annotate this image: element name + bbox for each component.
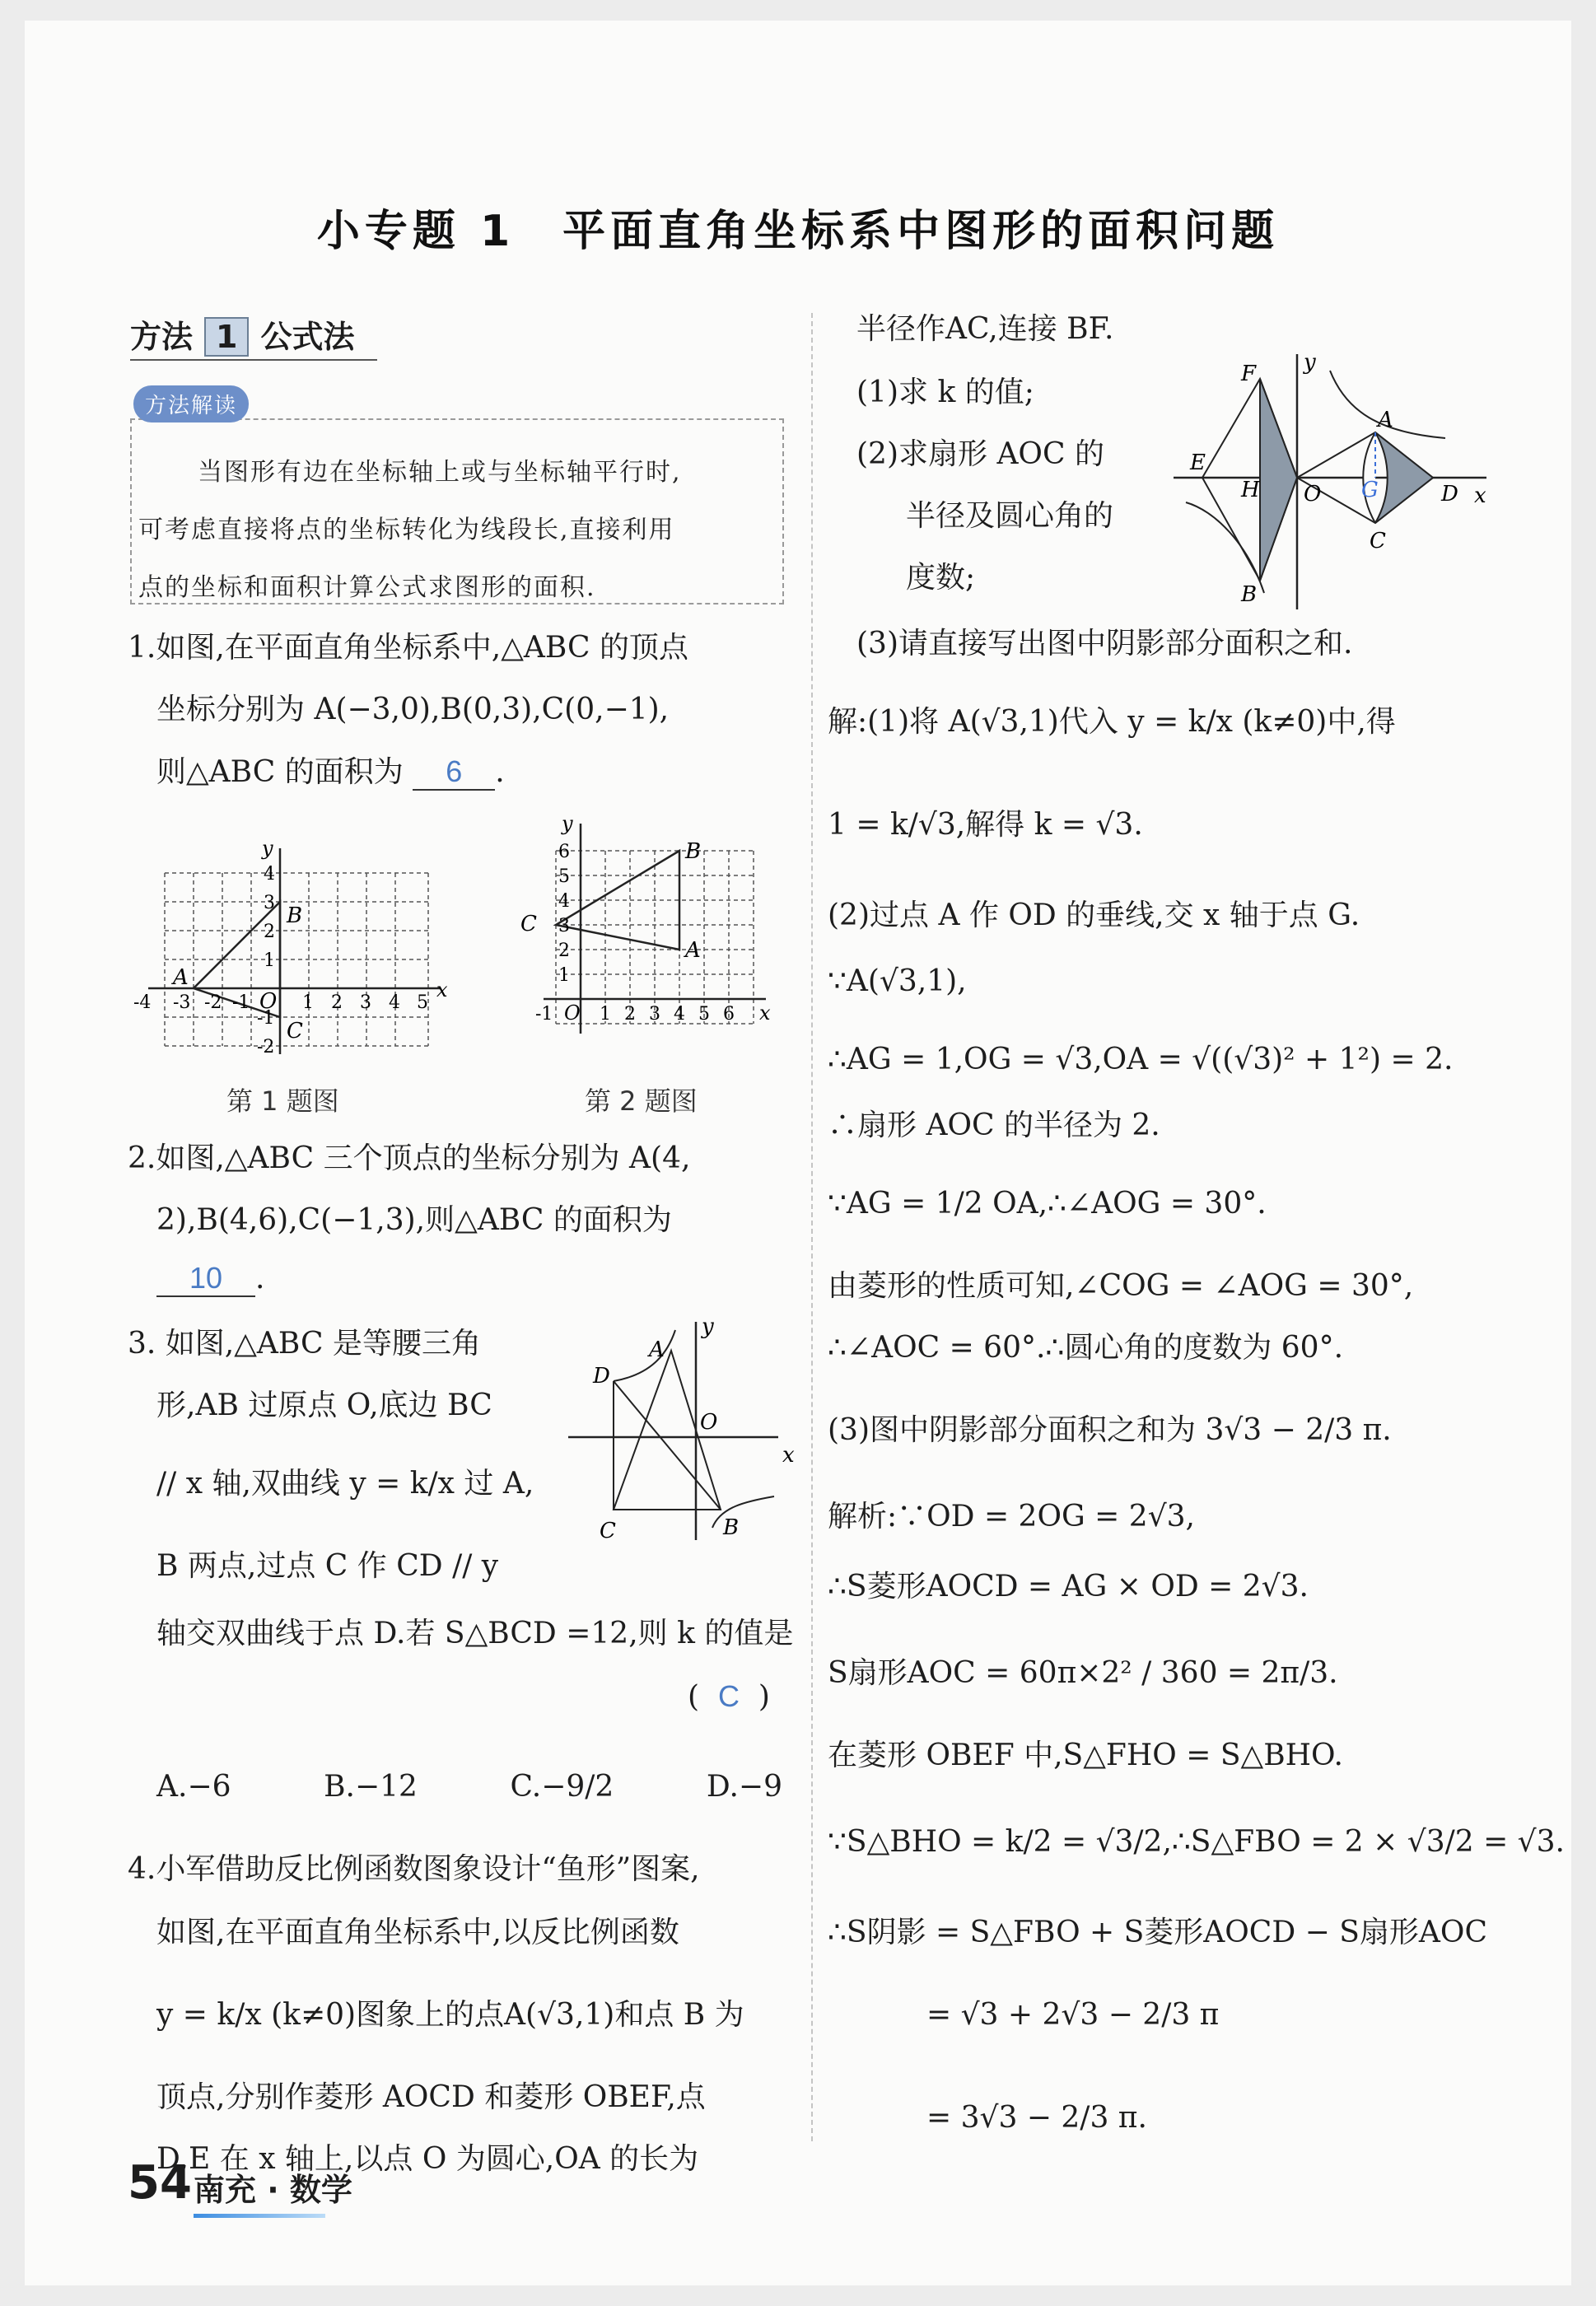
right-line-21: ∵S△BHO = k/2 = √3/2,∴S△FBO = 2 × √3/2 = √3. (828, 1825, 1565, 1859)
fig2-O-label: O (564, 1001, 581, 1025)
q4-line-5: D,E 在 x 轴上,以点 O 为圆心,OA 的长为 (156, 2142, 699, 2176)
fig3-hyperbola-lower (712, 1496, 774, 1528)
fig2-ytick: 1 (558, 965, 570, 986)
fig1-x-label: x (436, 978, 448, 1001)
q3-line-4: B 两点,过点 C 作 CD // y (156, 1549, 499, 1583)
footer-accent-bar (194, 2214, 325, 2218)
right-line-12: ∴扇形 AOC 的半径为 2. (828, 1109, 1160, 1142)
fig1-A-label: A (173, 965, 189, 990)
q2-answer: 10 (156, 1260, 255, 1297)
fig1-xtick: 1 (302, 992, 314, 1013)
fig1-C-label: C (287, 1019, 303, 1043)
q2-line-1: 2.如图,△ABC 三个顶点的坐标分别为 A(4, (128, 1141, 691, 1175)
fig1-ytick: -2 (257, 1037, 275, 1057)
fig2-A-label: A (685, 938, 701, 963)
method-name: 公式法 (260, 319, 355, 355)
q3-option-c: C.−9/2 (510, 1770, 614, 1804)
q3-line-5: 轴交双曲线于点 D.若 S△BCD =12,则 k 的值是 (156, 1617, 794, 1650)
fig2-ytick: 6 (558, 842, 570, 862)
fig3-A-label: A (649, 1337, 665, 1362)
fig2-x-label: x (759, 1001, 771, 1025)
fig2-B-label: B (685, 839, 702, 864)
figure-2 (511, 807, 791, 1071)
fig1-xtick: -4 (133, 992, 152, 1013)
right-line-4: 半径及圆心角的 (906, 499, 1114, 533)
fig1-xtick: 2 (331, 992, 343, 1013)
tip-line-1: 当图形有边在坐标轴上或与坐标轴平行时, (198, 458, 682, 487)
fig1-xtick: -2 (204, 992, 222, 1013)
q3-answer-bracket: ( C ) (688, 1679, 770, 1714)
right-line-7: 解:(1)将 A(√3,1)代入 y = k/x (k≠0)中,得 (828, 705, 1396, 739)
fish-figure (1165, 346, 1495, 618)
fig1-caption: 第 1 题图 (226, 1085, 339, 1117)
fish-H-label: H (1241, 478, 1260, 502)
fish-C-label: C (1370, 529, 1386, 553)
tip-badge: 方法解读 (133, 385, 249, 422)
fig2-xtick: 6 (723, 1004, 735, 1025)
fish-A-label: A (1378, 408, 1393, 432)
fig3-y-label: y (702, 1314, 714, 1339)
q4-line-4: 顶点,分别作菱形 AOCD 和菱形 OBEF,点 (156, 2080, 706, 2114)
fig2-C-label: C (520, 912, 537, 936)
q1-text: 则△ABC 的面积为 (156, 755, 404, 789)
right-line-18: ∴S菱形AOCD = AG × OD = 2√3. (828, 1570, 1309, 1603)
q2-answer-line: 10 . (156, 1260, 264, 1297)
fig1-ytick: 2 (264, 922, 275, 942)
q3-line-2: 形,AB 过原点 O,底边 BC (156, 1389, 492, 1422)
fig1-xtick: 5 (417, 992, 428, 1013)
fig2-xtick: 4 (674, 1004, 685, 1025)
fig1-y-ticks (257, 864, 278, 1057)
fish-y-label: y (1304, 350, 1316, 375)
q3-line-3: // x 轴,双曲线 y = k/x 过 A, (156, 1467, 534, 1501)
q4-line-3: y = k/x (k≠0)图象上的点A(√3,1)和点 B 为 (156, 1998, 744, 2032)
fig2-ytick: 5 (558, 866, 570, 887)
fish-hyperbola-lower (1186, 502, 1264, 593)
method-label: 方法 (130, 319, 194, 355)
right-line-11: ∴AG = 1,OG = √3,OA = √((√3)² + 1²) = 2. (828, 1043, 1454, 1076)
right-line-1: 半径作AC,连接 BF. (856, 312, 1114, 346)
tip-line-2: 可考虑直接将点的坐标转化为线段长,直接利用 (138, 516, 675, 544)
fig1-y-label: y (262, 837, 273, 860)
page-number: 54 (128, 2156, 192, 2210)
fig1-xtick: -3 (173, 992, 191, 1013)
fig2-y-ticks (558, 842, 570, 986)
fig3-segment-db (614, 1381, 721, 1510)
q3-options (156, 1769, 782, 1804)
fig3-O-label: O (700, 1410, 718, 1435)
q3-answer: C (717, 1679, 740, 1713)
fish-D-label: D (1441, 482, 1458, 506)
fig2-ytick: 4 (558, 891, 570, 912)
right-line-5: 度数; (906, 561, 976, 595)
right-line-22: ∴S阴影 = S△FBO + S菱形AOCD − S扇形AOC (828, 1916, 1487, 1949)
q1-line-3: 则△ABC 的面积为 6 . (156, 754, 505, 791)
right-line-19: S扇形AOC = 60π×2² / 360 = 2π/3. (828, 1656, 1338, 1690)
right-line-15: ∴∠AOC = 60°.∴圆心角的度数为 60°. (828, 1331, 1344, 1365)
right-line-8: 1 = k/√3,解得 k = √3. (828, 808, 1143, 842)
q1-line-2: 坐标分别为 A(−3,0),B(0,3),C(0,−1), (156, 693, 670, 726)
fig2-y-label: y (562, 812, 573, 835)
figure-3 (560, 1314, 799, 1561)
q3-line-1: 3. 如图,△ABC 是等腰三角 (128, 1327, 482, 1361)
q2-line-2: 2),B(4,6),C(−1,3),则△ABC 的面积为 (156, 1203, 672, 1237)
right-line-9: (2)过点 A 作 OD 的垂线,交 x 轴于点 G. (828, 899, 1360, 932)
method-number: 1 (204, 317, 249, 357)
fish-O-label: O (1304, 482, 1322, 506)
fish-shaded-body (1260, 379, 1297, 581)
fig2-xtick: 2 (624, 1004, 636, 1025)
tip-line-3: 点的坐标和面积计算公式求图形的面积. (138, 573, 596, 602)
fig2-xtick: -1 (535, 1004, 553, 1025)
right-line-23: = √3 + 2√3 − 2/3 π (926, 1998, 1220, 2032)
fig3-x-label: x (782, 1443, 795, 1468)
right-line-24: = 3√3 − 2/3 π. (926, 2101, 1147, 2135)
fig3-C-label: C (600, 1519, 616, 1543)
fig3-B-label: B (723, 1515, 740, 1540)
fig2-xtick: 1 (600, 1004, 611, 1025)
q3-option-d: D.−9 (706, 1770, 782, 1804)
fig1-ytick: 3 (264, 893, 275, 913)
method-underline (130, 359, 377, 361)
column-divider (811, 313, 813, 2141)
q3-option-b: B.−12 (324, 1770, 418, 1804)
right-line-2: (1)求 k 的值; (856, 376, 1034, 409)
right-line-17: 解析:∵OD = 2OG = 2√3, (828, 1500, 1195, 1533)
right-line-13: ∵AG = 1/2 OA,∴∠AOG = 30°. (828, 1187, 1267, 1221)
figure-1 (132, 832, 461, 1071)
q4-line-2: 如图,在平面直角坐标系中,以反比例函数 (156, 1916, 679, 1949)
fig1-ytick: 1 (264, 950, 275, 971)
fish-B-label: B (1241, 582, 1258, 607)
q4-line-1: 4.小军借助反比例函数图象设计“鱼形”图案, (128, 1852, 700, 1886)
q1-answer: 6 (413, 754, 495, 791)
fish-G-label: G (1361, 478, 1379, 502)
fish-x-label: x (1474, 483, 1486, 508)
right-line-6: (3)请直接写出图中阴影部分面积之和. (856, 627, 1353, 661)
fish-F-label: F (1241, 362, 1257, 386)
fig1-O-label: O (259, 989, 278, 1014)
footer-text: 南充 · 数学 (194, 2172, 352, 2208)
right-line-10: ∵A(√3,1), (828, 964, 967, 998)
fig1-xtick: -1 (232, 992, 250, 1013)
q1-line-1: 1.如图,在平面直角坐标系中,△ABC 的顶点 (128, 631, 689, 665)
fig2-xtick: 5 (698, 1004, 710, 1025)
fig1-xtick: 3 (360, 992, 371, 1013)
fig2-ytick: 3 (558, 916, 570, 936)
fig1-B-label: B (287, 903, 303, 928)
right-line-20: 在菱形 OBEF 中,S△FHO = S△BHO. (828, 1739, 1343, 1772)
fig1-ytick: -1 (257, 1008, 275, 1029)
fig1-xtick: 4 (389, 992, 400, 1013)
right-line-16: (3)图中阴影部分面积之和为 3√3 − 2/3 π. (828, 1413, 1392, 1447)
fig2-caption: 第 2 题图 (585, 1085, 698, 1117)
q3-option-a: A.−6 (156, 1770, 231, 1804)
fig2-xtick: 3 (649, 1004, 660, 1025)
fig3-D-label: D (593, 1364, 610, 1389)
right-line-14: 由菱形的性质可知,∠COG = ∠AOG = 30°, (828, 1269, 1414, 1303)
fig2-grid (556, 851, 754, 1024)
fish-E-label: E (1190, 450, 1206, 475)
fig2-ytick: 2 (558, 941, 570, 961)
right-line-3: (2)求扇形 AOC 的 (856, 437, 1104, 471)
page-title: 小专题 1 平面直角坐标系中图形的面积问题 (316, 207, 1280, 256)
method-heading (130, 311, 354, 357)
fig1-ytick: 4 (264, 864, 275, 885)
fig3-hyperbola-upper (614, 1330, 675, 1381)
